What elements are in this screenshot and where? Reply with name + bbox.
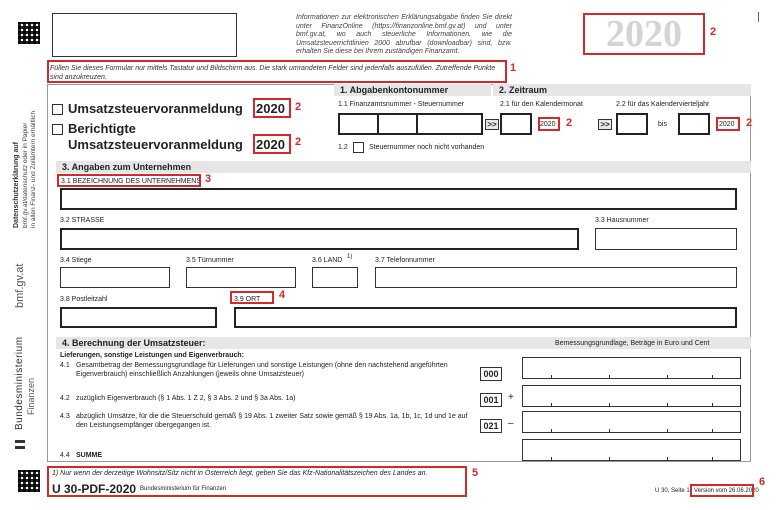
amount-tick	[551, 403, 552, 407]
row-4-4-amount[interactable]	[522, 439, 741, 461]
annotation-label: 2	[295, 101, 302, 113]
footnote-text: 1) Nur wenn der derzeitige Wohnsitz/Sitz nicht in Österreich liegt, geben Sie das Kfz-Nationalitätszeichen des Landes an.	[52, 470, 428, 477]
title-berichtigte: Berichtigte	[68, 121, 136, 136]
field-2-2-label: 2.2 für das Kalendervierteljahr	[616, 101, 710, 108]
row-4-3-code: 021	[480, 419, 502, 433]
privacy-line3: in allen Finanz- und Zollämtern erhältlich	[30, 110, 37, 228]
divider	[377, 113, 379, 135]
info-text: Informationen zur elektronischen Erklärungsabgabe finden Sie direkt unter FinanzOnline (https://finanzonline.bmf.gv.at) und unter bmf.gv.at, wo auch steuerliche Informationen, wie die Umsatzsteuerrichtlinien 2000 abrufbar (downloadbar) sind, bzw. erhalten Sie diese bei Ihrem zuständigen Finanzamt.	[296, 14, 512, 55]
field-3-4-label: 3.4 Stiege	[60, 257, 92, 264]
checkbox-ust-voranmeldung[interactable]	[52, 104, 63, 115]
row-4-1-code: 000	[480, 367, 502, 381]
row-4-2-text: zuzüglich Eigenverbrauch (§ 1 Abs. 1 Z 2, § 3 Abs. 2 und § 3a Abs. 1a)	[76, 395, 296, 402]
stiege-input[interactable]	[60, 267, 170, 288]
annotation-box-version	[690, 484, 754, 497]
ministry-logo-bar	[15, 446, 25, 449]
divider	[416, 113, 418, 135]
arrow-button-1[interactable]: >>	[485, 119, 499, 130]
annotation-box-title-year-1	[253, 98, 291, 118]
field-3-9-label: 3.9 ORT	[234, 296, 261, 303]
amount-tick	[712, 457, 713, 461]
qr-code-top	[18, 22, 40, 44]
row-4-3-text: abzüglich Umsätze, für die die Steuerschuld gemäß § 19 Abs. 1 zweiter Satz sowie gemäß § 19 Abs. 1a, 1b, 1c, 1d und 1e auf den Leistungsempfänger übergegangen ist.	[76, 413, 468, 429]
quarter-year: 2020	[719, 121, 735, 128]
amount-tick	[551, 429, 552, 433]
ministry-name: Bundesministerium	[14, 336, 25, 430]
amount-tick	[551, 457, 552, 461]
amount-tick	[667, 457, 668, 461]
company-name-input[interactable]	[60, 188, 737, 210]
checkbox-steuernummer[interactable]	[353, 142, 364, 153]
annotation-box-quarter-year	[716, 117, 740, 131]
row-4-1-amount[interactable]	[522, 357, 741, 379]
finanzamtsnummer-input[interactable]	[338, 113, 483, 135]
section2-heading: 2. Zeitraum	[499, 85, 548, 95]
annotation-label: 2	[295, 136, 302, 148]
row-4-1-text: Gesamtbetrag der Bemessungsgrundlage für Lieferungen und sonstige Leistungen (ohne den nachstehend angeführten Eigenverbrauch) einschließlich Anzahlungen (jeweils ohne Umsatzsteuer)	[76, 362, 448, 378]
form-ministry: Bundesministerium für Finanzen	[140, 486, 227, 492]
annotation-box-3-9	[230, 291, 274, 304]
field-3-7-label: 3.7 Telefonnummer	[375, 257, 435, 264]
field-1-1-label: 1.1 Finanzamtsnummer - Steuernummer	[338, 101, 465, 108]
row-4-3-num: 4.3	[60, 413, 70, 420]
title-year-1: 2020	[256, 101, 285, 116]
annotation-box-3-1	[57, 174, 201, 187]
month-year: 2020	[540, 121, 556, 128]
row-4-3-amount[interactable]	[522, 411, 741, 433]
amount-tick	[609, 375, 610, 379]
month-input[interactable]	[500, 113, 532, 135]
annotation-label: 2	[746, 117, 753, 129]
ministry-logo-bar	[15, 440, 25, 443]
row-4-2-sign: +	[508, 392, 514, 403]
ort-input[interactable]	[234, 307, 737, 328]
annotation-label: 2	[566, 117, 573, 129]
amount-tick	[609, 403, 610, 407]
field-3-5-label: 3.5 Türnummer	[186, 257, 234, 264]
version-info: Version vom 26.06.2020	[694, 488, 759, 494]
bis-label: bis	[658, 121, 667, 128]
annotation-box-footer	[47, 466, 467, 497]
amount-tick	[609, 457, 610, 461]
row-4-1-num: 4.1	[60, 362, 70, 369]
amount-tick	[667, 375, 668, 379]
annotation-box-year	[583, 13, 705, 55]
annotation-label: 1	[510, 62, 517, 74]
amount-tick	[609, 429, 610, 433]
amount-tick	[667, 403, 668, 407]
section4-right-heading: Bemessungsgrundlage, Beträge in Euro und Cent	[555, 340, 710, 347]
telefon-input[interactable]	[375, 267, 737, 288]
amount-tick	[667, 429, 668, 433]
annotation-label: 4	[279, 289, 286, 301]
ministry-finance: Finanzen	[26, 377, 36, 415]
amount-tick	[712, 429, 713, 433]
title-berichtigte-2: Umsatzsteuervoranmeldung	[68, 137, 243, 152]
land-input[interactable]	[312, 267, 358, 288]
instruction-text: Füllen Sie dieses Formular nur mittels Tastatur und Bildschirm aus. Die stark umrandeten Felder sind jedenfalls auszufüllen. Zutreffende Punkte sind anzukreuzen.	[50, 65, 496, 81]
corner-mark	[758, 12, 759, 22]
quarter-from-input[interactable]	[616, 113, 648, 135]
bmf-site: bmf.gv.at	[14, 263, 26, 308]
house-number-input[interactable]	[595, 228, 737, 250]
field-1-2-num: 1.2	[338, 144, 348, 151]
field-3-6-label: 3.6 LAND	[312, 257, 343, 264]
annotation-label: 3	[205, 173, 212, 185]
qr-code-bottom	[18, 470, 40, 492]
form-code: U 30-PDF-2020	[52, 482, 137, 496]
row-4-2-amount[interactable]	[522, 385, 741, 407]
arrow-button-2[interactable]: >>	[598, 119, 612, 130]
amount-tick	[712, 375, 713, 379]
checkbox-berichtigte[interactable]	[52, 124, 63, 135]
field-2-1-label: 2.1 für den Kalendermonat	[500, 101, 583, 108]
section1-heading: 1. Abgabenkontonummer	[340, 85, 449, 95]
section4-subheading: Lieferungen, sonstige Leistungen und Eigenverbrauch:	[60, 352, 244, 359]
postleitzahl-input[interactable]	[60, 307, 217, 328]
title-ust-voranmeldung: Umsatzsteuervoranmeldung	[68, 101, 243, 116]
section4-heading: 4. Berechnung der Umsatzsteuer:	[62, 338, 206, 348]
annotation-box-month-year	[538, 117, 560, 131]
receipt-stamp-box	[52, 13, 237, 57]
annotation-box-title-year-2	[253, 134, 291, 154]
row-4-2-num: 4.2	[60, 395, 70, 402]
row-4-4-num: 4.4	[60, 452, 70, 459]
row-4-2-code: 001	[480, 393, 502, 407]
annotation-box-instruction	[47, 60, 507, 83]
section3-heading: 3. Angaben zum Unternehmen	[62, 162, 192, 172]
field-3-3-label: 3.3 Hausnummer	[595, 217, 649, 224]
amount-tick	[551, 375, 552, 379]
field-3-1-label: 3.1 BEZEICHNUNG DES UNTERNEHMENS	[61, 178, 202, 185]
title-year-2: 2020	[256, 137, 285, 152]
field-3-2-label: 3.2 STRASSE	[60, 217, 105, 224]
field-3-8-label: 3.8 Postleitzahl	[60, 296, 108, 303]
page-info: U 30, Seite 1,	[655, 488, 692, 494]
field-3-6-sup: 1)	[347, 254, 353, 260]
privacy-title: Datenschutzerklärung auf	[13, 142, 20, 228]
annotation-label: 6	[759, 476, 766, 488]
privacy-line2: bmf.gv.at/datenschutz oder in Papier	[22, 122, 29, 228]
annotation-label: 2	[710, 26, 717, 38]
year-watermark: 2020	[606, 13, 682, 55]
field-1-2-label: Steuernummer noch nicht vorhanden	[369, 144, 485, 151]
row-4-4-text: SUMME	[76, 452, 103, 459]
amount-tick	[712, 403, 713, 407]
street-input[interactable]	[60, 228, 579, 250]
annotation-label: 5	[472, 467, 479, 479]
quarter-to-input[interactable]	[678, 113, 710, 135]
tuernummer-input[interactable]	[186, 267, 296, 288]
row-4-3-sign: –	[508, 418, 514, 429]
